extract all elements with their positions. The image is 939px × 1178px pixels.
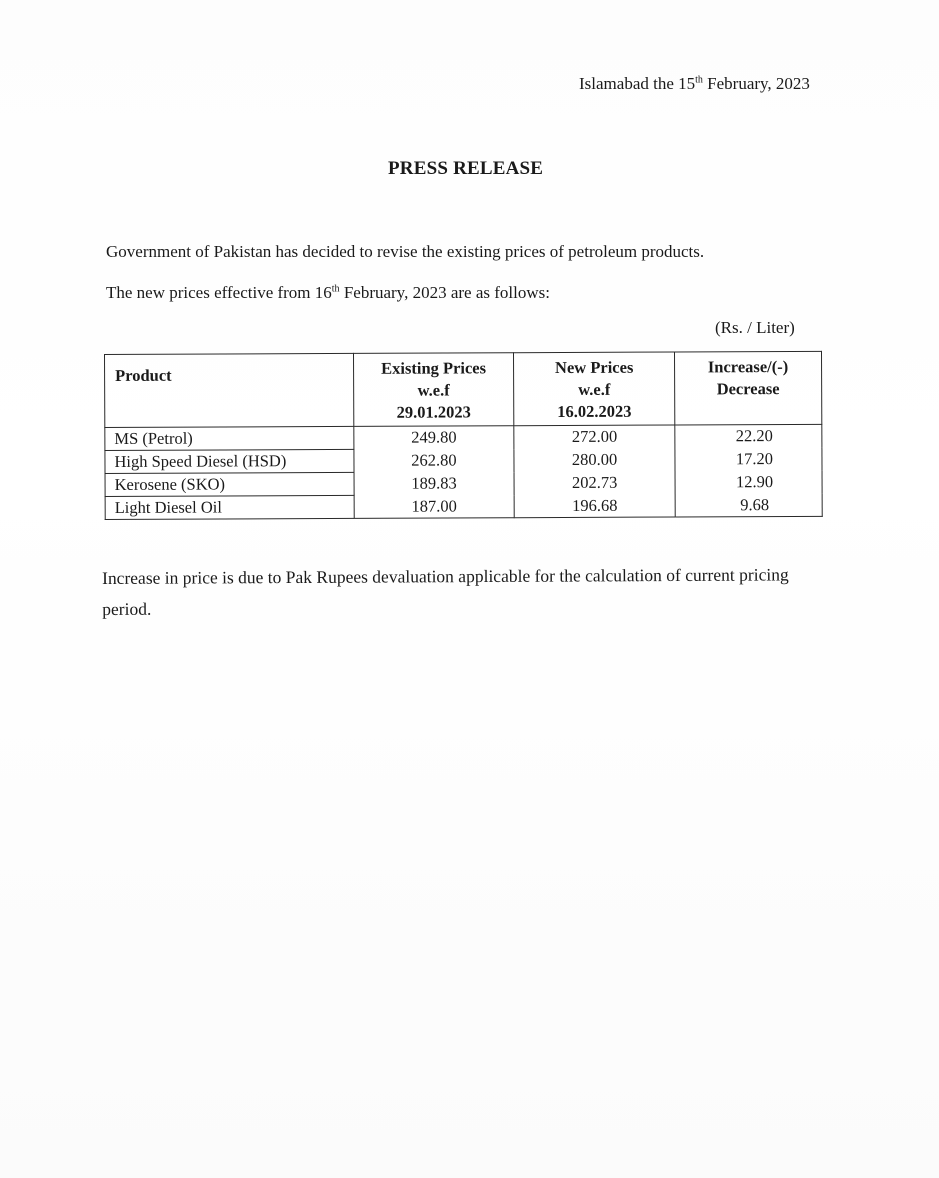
dateline-sup: th <box>695 74 703 86</box>
dateline-suffix: February, 2023 <box>702 74 810 93</box>
table-row <box>105 470 822 496</box>
cell-existing: 262.80 <box>354 449 515 473</box>
header-existing-line1: Existing Prices <box>381 358 487 378</box>
header-change-line1: Increase/(-) <box>707 357 789 377</box>
effective-date-paragraph <box>106 283 550 303</box>
table-row <box>105 424 822 450</box>
header-existing <box>353 353 514 427</box>
unit-label: (Rs. / Liter) <box>715 318 795 337</box>
header-new <box>514 352 675 426</box>
cell-existing: 187.00 <box>354 495 515 519</box>
header-product: Product <box>105 353 354 427</box>
cell-product: High Speed Diesel (HSD) <box>105 449 354 473</box>
effective-sup: th <box>331 283 340 295</box>
cell-existing: 249.80 <box>354 426 515 450</box>
cell-new: 272.00 <box>514 425 675 449</box>
table-header-row <box>105 351 822 427</box>
dateline-prefix: Islamabad the 15 <box>579 74 696 93</box>
cell-change: 9.68 <box>675 493 822 517</box>
cell-product: Kerosene (SKO) <box>105 472 354 496</box>
cell-new: 196.68 <box>514 494 675 518</box>
table-row <box>105 493 822 519</box>
header-change <box>674 351 821 425</box>
table-row <box>105 447 822 473</box>
header-existing-line2: w.e.f <box>417 380 450 400</box>
cell-product: MS (Petrol) <box>105 426 354 450</box>
cell-new: 280.00 <box>514 448 675 472</box>
cell-change: 17.20 <box>675 447 822 471</box>
header-existing-line3: 29.01.2023 <box>396 402 471 422</box>
effective-suffix: February, 2023 are as follows: <box>339 283 550 302</box>
header-new-line2: w.e.f <box>578 379 611 399</box>
cell-change: 22.20 <box>675 424 822 448</box>
footnote-paragraph: Increase in price is due to Pak Rupees devaluation applicable for the calculation of current pricing period. <box>102 564 789 619</box>
price-table <box>104 351 823 520</box>
cell-existing: 189.83 <box>354 472 515 496</box>
page-title: PRESS RELEASE <box>388 158 544 179</box>
cell-product: Light Diesel Oil <box>105 495 354 519</box>
header-new-line3: 16.02.2023 <box>557 401 632 422</box>
cell-change: 12.90 <box>675 470 822 494</box>
intro-paragraph: Government of Pakistan has decided to revise the existing prices of petroleum products. <box>106 242 705 261</box>
header-new-line1: New Prices <box>554 357 634 378</box>
header-change-line2: Decrease <box>716 379 780 399</box>
dateline <box>579 74 810 94</box>
cell-new: 202.73 <box>514 471 675 495</box>
effective-prefix: The new prices effective from 16 <box>106 283 332 302</box>
